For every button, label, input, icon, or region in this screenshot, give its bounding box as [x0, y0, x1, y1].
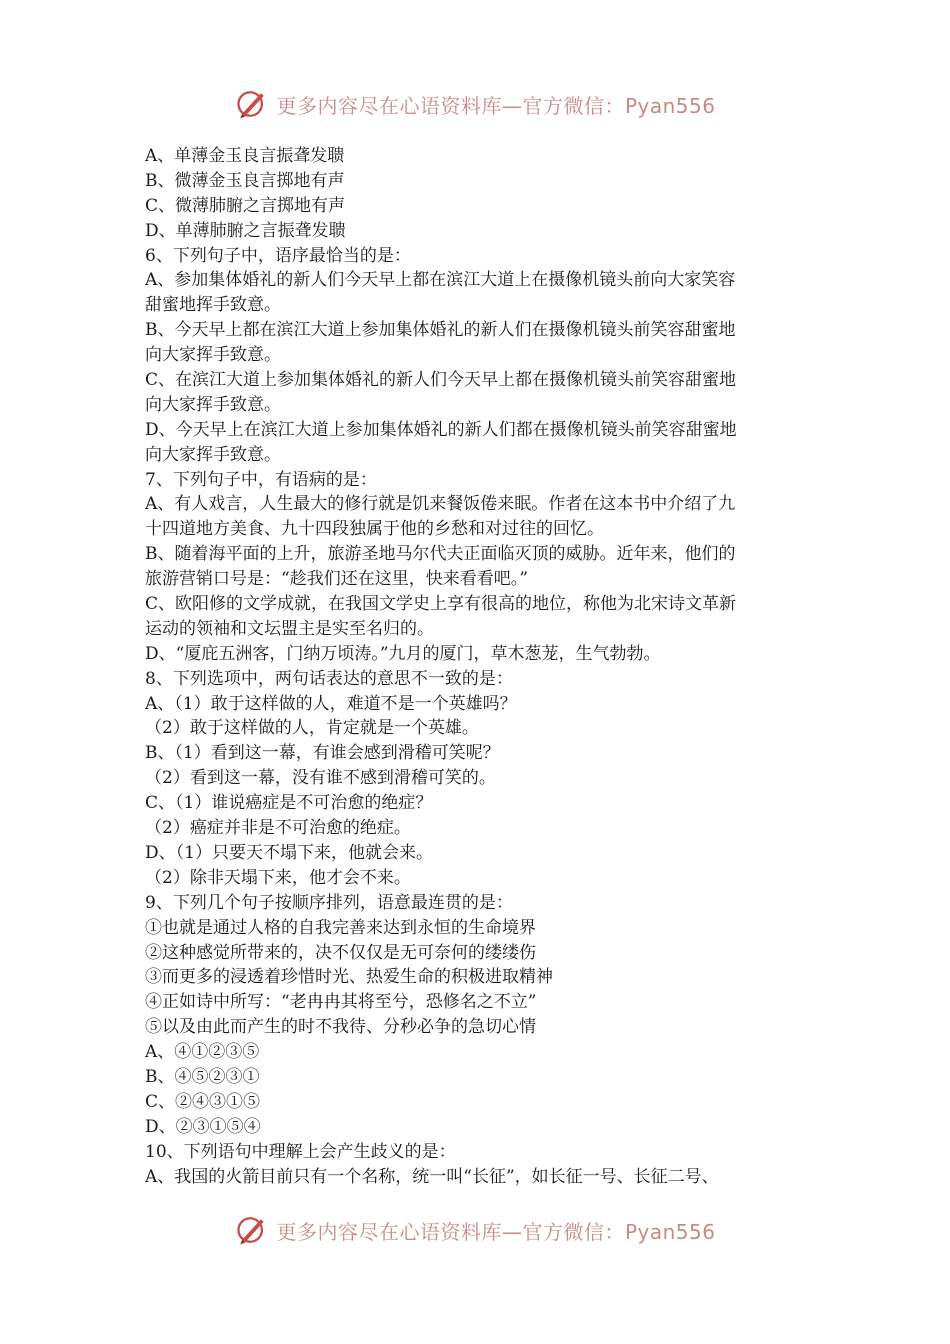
text-line: D、②③①⑤④	[145, 1116, 261, 1137]
text-line: A、④①②③⑤	[145, 1042, 260, 1063]
text-line: A、单薄金玉良言振聋发聩	[145, 146, 345, 166]
text-line: 向大家挥手致意。	[145, 345, 281, 366]
text-line: 向大家挥手致意。	[145, 394, 281, 415]
text-line: ④正如诗中所写：“老冉冉其将至兮，恐修名之不立”	[145, 992, 537, 1013]
text-line: 运动的领袖和文坛盟主是实至名归的。	[145, 618, 434, 639]
text-line: ②这种感觉所带来的，决不仅仅是无可奈何的缕缕伤	[145, 942, 536, 963]
text-line: A、我国的火箭目前只有一个名称，统一叫“长征”，如长征一号、长征二号、	[145, 1166, 719, 1187]
pen-logo-icon	[234, 1212, 270, 1248]
text-line: C、在滨江大道上参加集体婚礼的新人们今天早上都在摄像机镜头前笑容甜蜜地	[145, 370, 737, 391]
text-line: B、随着海平面的上升，旅游圣地马尔代夫正面临灭顶的威胁。近年来，他们的	[145, 544, 736, 565]
watermark-text: 更多内容尽在心语资料库—官方微信：Pyan556	[276, 93, 716, 118]
text-line: C、欧阳修的文学成就，在我国文学史上享有很高的地位，称他为北宋诗文革新	[145, 594, 737, 615]
document-body	[145, 144, 810, 1189]
text-line: 旅游营销口号是：“趁我们还在这里，快来看看吧。”	[145, 569, 528, 590]
text-line: （2）敢于这样做的人，肯定就是一个英雄。	[145, 718, 479, 739]
text-line: A、参加集体婚礼的新人们今天早上都在滨江大道上在摄像机镜头前向大家笑容	[145, 270, 736, 291]
text-line: 甜蜜地挥手致意。	[145, 295, 281, 316]
text-line: D、（1）只要天不塌下来，他就会来。	[145, 842, 433, 863]
text-line: C、（1）谁说癌症是不可治愈的绝症？	[145, 793, 433, 814]
text-line: 向大家挥手致意。	[145, 444, 281, 465]
text-line: 9、下列几个句子按顺序排列，语意最连贯的是：	[145, 892, 513, 913]
text-line: ①也就是通过人格的自我完善来达到永恒的生命境界	[145, 917, 536, 938]
text-line: ⑤以及由此而产生的时不我待、分秒必争的急切心情	[145, 1017, 536, 1038]
text-line: （2）癌症并非是不可治愈的绝症。	[145, 818, 411, 839]
text-line: B、（1）看到这一幕，有谁会感到滑稽可笑呢？	[145, 743, 500, 764]
text-line: 6、下列句子中，语序最恰当的是：	[145, 245, 411, 266]
text-line: A、有人戏言，人生最大的修行就是饥来餐饭倦来眠。作者在这本书中介绍了九	[145, 494, 736, 515]
text-line: 7、下列句子中，有语病的是：	[145, 469, 377, 490]
header-watermark-banner	[0, 84, 950, 124]
pen-logo-icon	[234, 86, 270, 122]
text-line: 10、下列语句中理解上会产生歧义的是：	[145, 1141, 456, 1162]
footer-watermark-banner	[0, 1210, 950, 1250]
text-line: C、微薄肺腑之言掷地有声	[145, 195, 346, 216]
text-line: （2）除非天塌下来，他才会不来。	[145, 867, 411, 888]
text-line: 十四道地方美食、九十四段独属于他的乡愁和对过往的回忆。	[145, 519, 604, 540]
text-line: D、“厦庇五洲客，门纳万顷涛。”九月的厦门，草木葱茏，生气勃勃。	[145, 643, 661, 664]
text-line: D、今天早上在滨江大道上参加集体婚礼的新人们都在摄像机镜头前笑容甜蜜地	[145, 419, 737, 440]
text-line: C、②④③①⑤	[145, 1091, 261, 1112]
text-line: B、微薄金玉良言掷地有声	[145, 170, 345, 191]
text-line: （2）看到这一幕，没有谁不感到滑稽可笑的。	[145, 768, 496, 789]
text-line: D、单薄肺腑之言振聋发聩	[145, 220, 346, 241]
text-line: 8、下列选项中，两句话表达的意思不一致的是：	[145, 668, 513, 689]
text-line: B、④⑤②③①	[145, 1066, 260, 1087]
text-line: A、（1）敢于这样做的人，难道不是一个英雄吗？	[145, 693, 517, 714]
watermark-text: 更多内容尽在心语资料库—官方微信：Pyan556	[276, 1219, 716, 1244]
text-line: ③而更多的浸透着珍惜时光、热爱生命的积极进取精神	[145, 967, 553, 988]
text-line: B、今天早上都在滨江大道上参加集体婚礼的新人们在摄像机镜头前笑容甜蜜地	[145, 320, 736, 341]
